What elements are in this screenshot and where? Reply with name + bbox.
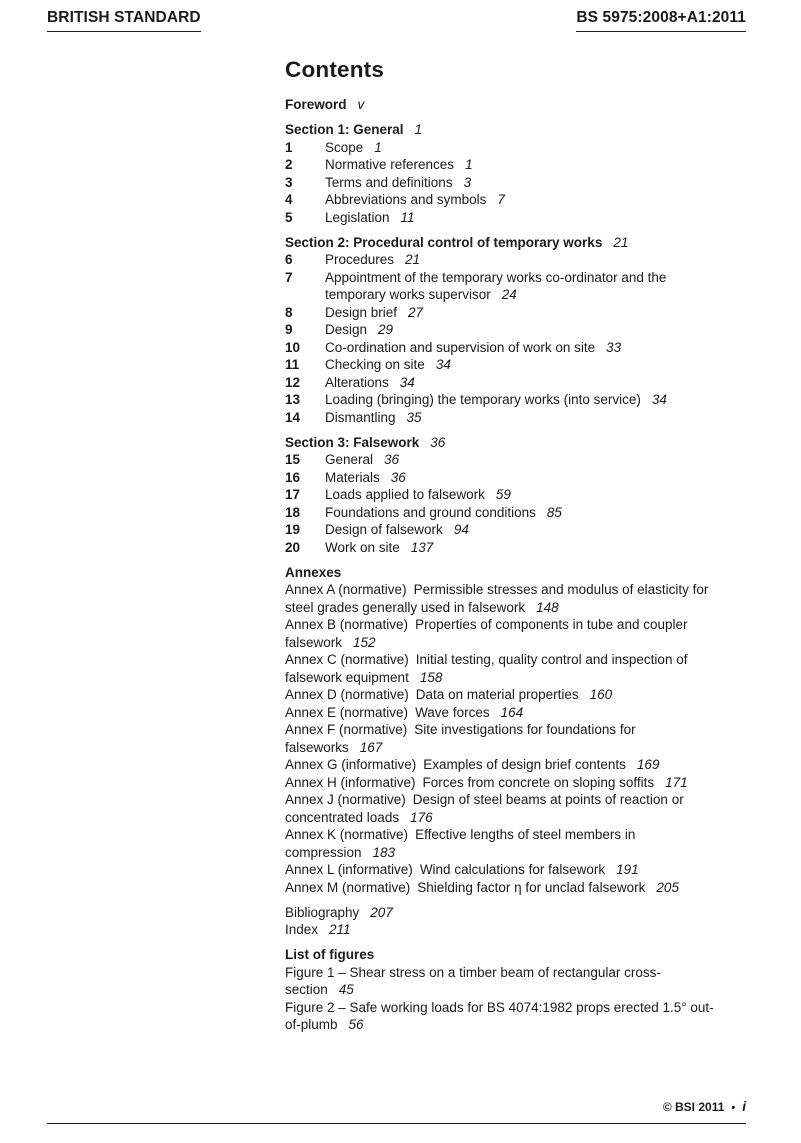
clause-title: Legislation — [325, 209, 390, 225]
toc-entry — [285, 191, 717, 209]
annex-entry — [285, 774, 717, 792]
annex-title: Wave forces — [415, 704, 490, 720]
clause-number: 13 — [285, 392, 301, 407]
annexes-group — [285, 564, 717, 897]
section-heading-label: Section 1: General — [285, 122, 404, 137]
clause-number: 9 — [285, 322, 293, 337]
figure-list — [285, 964, 717, 1034]
clause-number: 5 — [285, 209, 293, 225]
toc-entry — [285, 356, 717, 374]
clause-title: General — [325, 452, 374, 467]
annex-label: Annex A (normative) — [285, 582, 407, 597]
annex-label: Annex C (normative) — [285, 652, 409, 667]
toc-entry — [285, 156, 717, 174]
page-footer — [47, 1099, 746, 1124]
page-number: 167 — [359, 739, 383, 755]
clause-number: 11 — [285, 357, 300, 372]
clause-title: Scope — [325, 139, 364, 155]
annex-entry — [285, 686, 717, 704]
annex-label: Annex B (normative) — [285, 617, 409, 632]
figure-entry — [285, 964, 717, 999]
page-number: 171 — [665, 774, 688, 790]
toc-section — [285, 121, 717, 226]
annex-entry — [285, 581, 717, 616]
foreword-label: Foreword — [285, 97, 347, 112]
figure-entry — [285, 999, 717, 1034]
annex-title: Properties of components in tube and coupler falsework — [285, 617, 688, 650]
clause-number: 14 — [285, 409, 301, 425]
page-number: 211 — [329, 922, 351, 937]
clause-number: 19 — [285, 522, 301, 537]
toc-entry — [285, 504, 717, 522]
annex-entry — [285, 721, 717, 756]
page-number: 148 — [536, 599, 559, 615]
figure-label: Figure 1 – Shear stress on a timber beam of rectangular cross-section — [285, 964, 661, 997]
annex-label: Annex J (normative) — [285, 792, 406, 807]
annex-entry — [285, 616, 717, 651]
section-page-number: 21 — [613, 234, 629, 250]
backmatter-entry — [285, 921, 717, 939]
annex-label: Annex L (informative) — [285, 862, 413, 877]
toc-section — [285, 434, 717, 557]
page-number: 59 — [495, 487, 511, 502]
page-number: 34 — [399, 374, 415, 390]
page-number: 191 — [616, 862, 639, 877]
toc-entry — [285, 391, 717, 409]
page-number: 207 — [370, 904, 393, 920]
clause-title: Procedures — [325, 252, 395, 267]
page-number: 56 — [348, 1017, 364, 1032]
page-number: 1 — [465, 157, 473, 172]
toc-section — [285, 234, 717, 427]
page-number: 36 — [390, 469, 406, 485]
clause-number: 10 — [285, 339, 301, 355]
annex-list — [285, 581, 717, 896]
clause-number: 18 — [285, 504, 301, 520]
annex-label: Annex K (normative) — [285, 827, 409, 842]
toc-entry — [285, 539, 717, 557]
toc-entry — [285, 469, 717, 487]
page-number: 205 — [656, 879, 679, 895]
page-number: 35 — [406, 409, 422, 425]
page-number: 34 — [435, 357, 451, 372]
annex-title: Design of steel beams at points of reaction or concentrated loads — [285, 792, 684, 825]
clause-number: 2 — [285, 157, 293, 172]
page-number: 176 — [410, 809, 433, 825]
page-number: 1 — [374, 139, 382, 155]
section-heading-label: Section 3: Falsework — [285, 434, 420, 450]
toc-entry — [285, 174, 717, 192]
sections-host — [285, 121, 717, 556]
annex-entry — [285, 651, 717, 686]
toc-entry — [285, 304, 717, 322]
annex-entry — [285, 826, 717, 861]
clause-number: 6 — [285, 252, 293, 267]
annex-entry — [285, 879, 717, 897]
separator-bullet: • — [731, 1102, 736, 1114]
page-number: 27 — [408, 304, 424, 320]
annex-title: Wind calculations for falsework — [419, 862, 606, 877]
page-number: 24 — [501, 287, 517, 302]
header-standard-number: BS 5975:2008+A1:2011 — [576, 9, 746, 32]
annex-entry — [285, 861, 717, 879]
toc-entry — [285, 451, 717, 469]
clause-number: 15 — [285, 452, 301, 467]
page-number: 45 — [338, 982, 354, 997]
copyright-text: © BSI 2011 — [662, 1100, 725, 1114]
page-number: 11 — [400, 209, 415, 225]
figure-label: Figure 2 – Safe working loads for BS 4074:1982 props erected 1.5° out-of-plumb — [285, 999, 714, 1032]
toc-entry — [285, 409, 717, 427]
page-header — [47, 9, 746, 32]
annex-label: Annex D (normative) — [285, 687, 409, 702]
clause-title: Design of falsework — [325, 522, 443, 537]
page-number: 137 — [410, 539, 434, 555]
page-number: 21 — [405, 252, 421, 267]
annex-title: Forces from concrete on sloping soffits — [422, 774, 655, 790]
toc-entry — [285, 139, 717, 157]
clause-title: Design brief — [325, 304, 398, 320]
section-page-number: 36 — [430, 434, 446, 450]
annex-entry — [285, 756, 717, 774]
section-page-number: 1 — [414, 122, 423, 137]
clause-number: 12 — [285, 374, 301, 390]
page-number: 34 — [651, 392, 667, 407]
clause-number: 7 — [285, 269, 293, 285]
page-number: 3 — [463, 174, 472, 190]
figures-group — [285, 946, 717, 1034]
annex-title: Shielding factor η for unclad falsework — [417, 879, 646, 895]
clause-number: 17 — [285, 487, 301, 502]
page-number: 85 — [546, 504, 562, 520]
clause-title: Co-ordination and supervision of work on site — [325, 339, 596, 355]
page-number: 152 — [353, 634, 376, 650]
clause-title: Materials — [325, 469, 380, 485]
toc-entry — [285, 321, 717, 339]
toc-entry — [285, 521, 717, 539]
annex-title: Permissible stresses and modulus of elasticity for steel grades generally used in falsework — [285, 582, 709, 615]
backmatter-group — [285, 904, 717, 939]
annexes-heading: Annexes — [285, 564, 342, 580]
clause-title: Loads applied to falsework — [325, 487, 485, 502]
clause-title: Dismantling — [325, 409, 396, 425]
foreword-entry — [285, 96, 717, 114]
annex-title: Data on material properties — [415, 687, 579, 702]
annex-entry — [285, 791, 717, 826]
figures-heading: List of figures — [285, 947, 375, 962]
page-number: 183 — [372, 844, 396, 860]
page-number: 160 — [589, 687, 613, 702]
page-number: 164 — [500, 704, 524, 720]
clause-number: 8 — [285, 304, 293, 320]
clause-number: 20 — [285, 539, 301, 555]
clause-number: 1 — [285, 139, 293, 155]
annex-title: Examples of design brief contents — [423, 757, 626, 772]
clause-title: Terms and definitions — [325, 174, 453, 190]
toc-entry — [285, 374, 717, 392]
clause-title: Appointment of the temporary works co-ordinator and the temporary works supervisor — [325, 269, 667, 302]
annex-label: Annex F (normative) — [285, 722, 408, 737]
clause-title: Abbreviations and symbols — [325, 192, 487, 207]
page-number: 94 — [453, 522, 469, 537]
clause-title: Design — [325, 322, 368, 337]
page-title: Contents — [285, 57, 385, 82]
page-number: 33 — [606, 339, 622, 355]
annex-title: Site investigations for foundations for falseworks — [285, 722, 636, 755]
section-heading — [285, 121, 717, 139]
header-document-type: BRITISH STANDARD — [47, 9, 201, 32]
clause-number: 3 — [285, 174, 293, 190]
clause-title: Normative references — [325, 157, 455, 172]
page-number: 169 — [636, 757, 660, 772]
clause-title: Alterations — [325, 374, 389, 390]
backmatter-label: Bibliography — [285, 904, 360, 920]
clause-title: Work on site — [325, 539, 400, 555]
clause-number: 4 — [285, 192, 293, 207]
annex-title: Initial testing, quality control and inspection of falsework equipment — [285, 652, 688, 685]
annex-entry — [285, 704, 717, 722]
toc-entry — [285, 251, 717, 269]
page-number: 29 — [378, 322, 394, 337]
section-heading — [285, 234, 717, 252]
page-number: 7 — [497, 192, 505, 207]
folio-page-number: i — [742, 1099, 746, 1114]
annex-title: Effective lengths of steel members in compression — [285, 827, 636, 860]
toc-entry — [285, 209, 717, 227]
clause-number: 16 — [285, 469, 301, 485]
toc-entry — [285, 339, 717, 357]
annex-label: Annex M (normative) — [285, 879, 411, 895]
annex-label: Annex G (informative) — [285, 757, 417, 772]
toc-entry — [285, 269, 717, 304]
annex-label: Annex E (normative) — [285, 704, 409, 720]
backmatter-entry — [285, 904, 717, 922]
page-number: v — [357, 97, 365, 112]
clause-title: Loading (bringing) the temporary works (into service) — [325, 392, 641, 407]
clause-title: Foundations and ground conditions — [325, 504, 536, 520]
backmatter-label: Index — [285, 922, 319, 937]
contents-body — [285, 57, 717, 1034]
toc-entry — [285, 486, 717, 504]
section-heading — [285, 434, 717, 452]
annex-label: Annex H (informative) — [285, 774, 416, 790]
page-number: 36 — [384, 452, 400, 467]
page-number: 158 — [419, 669, 443, 685]
section-heading-label: Section 2: Procedural control of temporary works — [285, 234, 603, 250]
clause-title: Checking on site — [325, 357, 425, 372]
